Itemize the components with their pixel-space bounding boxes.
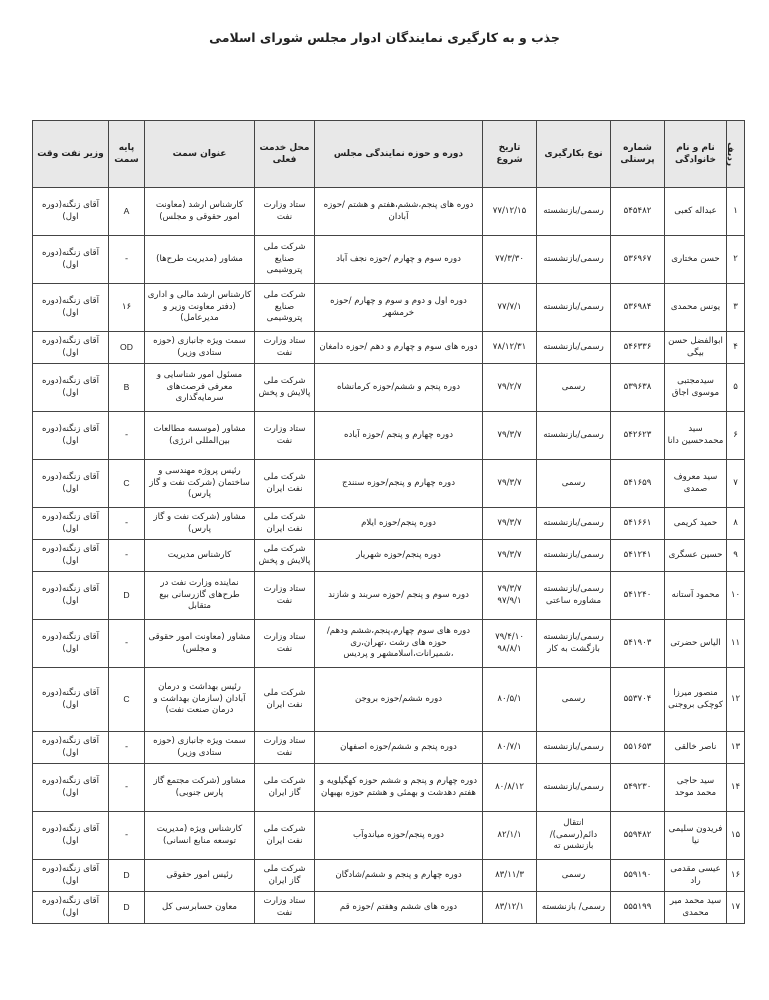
cell-minister: آقای زنگنه(دوره اول) (33, 860, 109, 892)
cell-position: مشاور (موسسه مطالعات بین‌المللی انرژی) (145, 412, 255, 460)
cell-row: ۱۴ (727, 764, 745, 812)
table-row (33, 188, 745, 236)
cell-minister: آقای زنگنه(دوره اول) (33, 732, 109, 764)
cell-grade: - (109, 764, 145, 812)
cell-grade: D (109, 572, 145, 620)
cell-term: دوره های ششم وهفتم /حوزه قم (315, 892, 483, 924)
cell-row: ۱۵ (727, 812, 745, 860)
cell-row: ۱ (727, 188, 745, 236)
cell-personnel: ۵۵۳۷۰۴ (611, 668, 665, 732)
cell-minister: آقای زنگنه(دوره اول) (33, 284, 109, 332)
cell-employment: رسمی/بازنشسته (537, 764, 611, 812)
header-personnel: شماره پرسنلی (611, 121, 665, 188)
cell-minister: آقای زنگنه(دوره اول) (33, 508, 109, 540)
cell-name: حسن مختاری (665, 236, 727, 284)
cell-name: سید حاجی محمد موحد (665, 764, 727, 812)
cell-row: ۱۲ (727, 668, 745, 732)
cell-position: معاون حسابرسی کل (145, 892, 255, 924)
cell-start: ۷۹/۲/۷ (483, 364, 537, 412)
cell-position: کارشناس مدیریت (145, 540, 255, 572)
cell-start: ۷۹/۳/۷ (483, 540, 537, 572)
cell-place: شرکت ملی نفت ایران (255, 460, 315, 508)
cell-term: دوره چهارم و پنجم و ششم/شادگان (315, 860, 483, 892)
cell-place: ستاد وزارت نفت (255, 412, 315, 460)
cell-personnel: ۵۵۹۴۸۲ (611, 812, 665, 860)
cell-personnel: ۵۴۱۹۰۳ (611, 620, 665, 668)
cell-minister: آقای زنگنه(دوره اول) (33, 892, 109, 924)
cell-start: ۸۰/۷/۱ (483, 732, 537, 764)
cell-place: ستاد وزارت نفت (255, 572, 315, 620)
cell-name: عیسی مقدمی راد (665, 860, 727, 892)
cell-grade: - (109, 236, 145, 284)
cell-place: شرکت ملی پالایش و پخش (255, 540, 315, 572)
header-row (33, 121, 745, 188)
cell-name: سید محمد میر محمدی (665, 892, 727, 924)
table-body (33, 188, 745, 924)
cell-name: حسین عسگری (665, 540, 727, 572)
cell-employment: رسمی/بازنشسته (537, 188, 611, 236)
cell-start: ۸۰/۸/۱۲ (483, 764, 537, 812)
representatives-table (32, 120, 745, 924)
cell-personnel: ۵۴۱۶۵۹ (611, 460, 665, 508)
cell-start: ۷۹/۳/۷ (483, 508, 537, 540)
cell-position: مشاور (معاونت امور حقوقی و مجلس) (145, 620, 255, 668)
cell-start: ۷۷/۱۲/۱۵ (483, 188, 537, 236)
cell-term: دوره اول و دوم و سوم و چهارم /حوزه خرمشهر (315, 284, 483, 332)
cell-grade: OD (109, 332, 145, 364)
cell-term: دوره پنجم و ششم/حوزه اصفهان (315, 732, 483, 764)
cell-personnel: ۵۴۱۲۴۱ (611, 540, 665, 572)
cell-name: سیدمجتبی موسوی اجاق (665, 364, 727, 412)
cell-employment: رسمی/بازنشسته مشاوره ساعتی (537, 572, 611, 620)
cell-position: سمت ویژه جانبازی (حوزه ستادی وزیر) (145, 732, 255, 764)
cell-place: ستاد وزارت نفت (255, 332, 315, 364)
header-row-number: ردیف (727, 121, 745, 188)
cell-personnel: ۵۴۵۴۸۲ (611, 188, 665, 236)
cell-row: ۱۱ (727, 620, 745, 668)
table-row (33, 812, 745, 860)
cell-name: ناصر خالقی (665, 732, 727, 764)
cell-personnel: ۵۴۱۲۴۰ (611, 572, 665, 620)
cell-minister: آقای زنگنه(دوره اول) (33, 412, 109, 460)
header-term: دوره و حوزه نمایندگی مجلس (315, 121, 483, 188)
cell-name: منصور میرزا کوچکی بروجنی (665, 668, 727, 732)
cell-row: ۳ (727, 284, 745, 332)
cell-employment: رسمی/بازنشسته (537, 284, 611, 332)
cell-employment: رسمی/بازنشسته (537, 732, 611, 764)
cell-row: ۱۳ (727, 732, 745, 764)
cell-employment: رسمی/بازنشسته (537, 540, 611, 572)
cell-position: مشاور (شرکت مجتمع گاز پارس جنوبی) (145, 764, 255, 812)
cell-employment: رسمی (537, 364, 611, 412)
cell-grade: - (109, 412, 145, 460)
cell-minister: آقای زنگنه(دوره اول) (33, 620, 109, 668)
cell-start: ۷۹/۳/۷ (483, 460, 537, 508)
cell-start: ۷۹/۳/۷ (483, 412, 537, 460)
cell-row: ۸ (727, 508, 745, 540)
cell-grade: - (109, 732, 145, 764)
cell-term: دوره سوم و پنجم /حوزه سربند و شازند (315, 572, 483, 620)
cell-start: ۷۷/۳/۳۰ (483, 236, 537, 284)
header-start: تاریخ شروع (483, 121, 537, 188)
page-title: جذب و به کارگیری نمایندگان ادوار مجلس شورای اسلامی (209, 30, 560, 45)
table-row (33, 764, 745, 812)
table-row (33, 732, 745, 764)
cell-row: ۴ (727, 332, 745, 364)
cell-term: دوره چهارم و پنجم و ششم حوزه کهگیلویه و هفتم دهدشت و بهمئی و هشتم حوزه بهبهان (315, 764, 483, 812)
cell-grade: D (109, 860, 145, 892)
cell-position: رئیس بهداشت و درمان آبادان (سازمان بهداشت و درمان صنعت نفت) (145, 668, 255, 732)
table-row (33, 236, 745, 284)
cell-term: دوره چهارم و پنجم /حوزه آباده (315, 412, 483, 460)
cell-term: دوره پنجم/حوزه ایلام (315, 508, 483, 540)
cell-position: مشاور (شرکت نفت و گاز پارس) (145, 508, 255, 540)
cell-term: دوره سوم و چهارم /حوزه نجف آباد (315, 236, 483, 284)
table-row (33, 364, 745, 412)
cell-row: ۶ (727, 412, 745, 460)
table-row (33, 508, 745, 540)
cell-place: شرکت ملی گاز ایران (255, 860, 315, 892)
cell-start: ۸۳/۱۱/۳ (483, 860, 537, 892)
cell-term: دوره های پنجم،ششم،هفتم و هشتم /حوزه آبادان (315, 188, 483, 236)
header-minister: وزیر نفت وقت (33, 121, 109, 188)
cell-position: رئیس امور حقوقی (145, 860, 255, 892)
cell-row: ۱۰ (727, 572, 745, 620)
cell-row: ۲ (727, 236, 745, 284)
table-row (33, 572, 745, 620)
cell-minister: آقای زنگنه(دوره اول) (33, 460, 109, 508)
cell-position: نماینده وزارت نفت در طرح‌های گازرسانی بیع متقابل (145, 572, 255, 620)
cell-name: یونس محمدی (665, 284, 727, 332)
cell-grade: - (109, 508, 145, 540)
cell-personnel: ۵۴۱۶۶۱ (611, 508, 665, 540)
cell-name: الیاس حضرتی (665, 620, 727, 668)
cell-grade: ۱۶ (109, 284, 145, 332)
cell-employment: رسمی/بازنشسته (537, 332, 611, 364)
cell-place: شرکت ملی پالایش و پخش (255, 364, 315, 412)
cell-personnel: ۵۳۹۶۳۸ (611, 364, 665, 412)
cell-term: دوره پنجم و ششم/حوزه کرمانشاه (315, 364, 483, 412)
cell-minister: آقای زنگنه(دوره اول) (33, 668, 109, 732)
cell-employment: رسمی/بازنشسته (537, 236, 611, 284)
header-name: نام و نام خانوادگی (665, 121, 727, 188)
header-position: عنوان سمت (145, 121, 255, 188)
cell-minister: آقای زنگنه(دوره اول) (33, 364, 109, 412)
cell-position: رئیس پروژه مهندسی و ساختمان (شرکت نفت و گاز پارس) (145, 460, 255, 508)
cell-grade: - (109, 620, 145, 668)
cell-personnel: ۵۳۶۹۸۴ (611, 284, 665, 332)
cell-term: دوره های سوم چهارم،پنجم،ششم ودهم/ حوزه های رشت ،تهران،ری ،شمیرانات،اسلامشهر و پردیس (315, 620, 483, 668)
cell-employment: رسمی/بازنشسته بازگشت به کار (537, 620, 611, 668)
cell-employment: انتقال دائم(رسمی)/بازنشس ته (537, 812, 611, 860)
header-grade: پایه سمت (109, 121, 145, 188)
cell-row: ۵ (727, 364, 745, 412)
cell-row: ۷ (727, 460, 745, 508)
cell-position: مشاور (مدیریت طرح‌ها) (145, 236, 255, 284)
cell-grade: C (109, 668, 145, 732)
cell-term: دوره ششم/حوزه بروجن (315, 668, 483, 732)
cell-employment: رسمی/بازنشسته (537, 508, 611, 540)
cell-place: شرکت ملی نفت ایران (255, 668, 315, 732)
cell-start: ۸۳/۱۲/۱ (483, 892, 537, 924)
cell-personnel: ۵۵۵۱۹۹ (611, 892, 665, 924)
cell-personnel: ۵۵۱۶۵۳ (611, 732, 665, 764)
cell-row: ۹ (727, 540, 745, 572)
cell-name: سید محمدحسین دانا (665, 412, 727, 460)
cell-place: شرکت ملی گاز ایران (255, 764, 315, 812)
cell-term: دوره پنجم/حوزه میاندوآب (315, 812, 483, 860)
cell-grade: A (109, 188, 145, 236)
cell-position: مسئول امور شناسایی و معرفی فرصت‌های سرمایه‌گذاری (145, 364, 255, 412)
cell-name: سید معروف صمدی (665, 460, 727, 508)
cell-minister: آقای زنگنه(دوره اول) (33, 332, 109, 364)
table-row (33, 540, 745, 572)
cell-start: ۷۷/۷/۱ (483, 284, 537, 332)
header-place: محل خدمت فعلی (255, 121, 315, 188)
table-row (33, 892, 745, 924)
cell-personnel: ۵۵۹۱۹۰ (611, 860, 665, 892)
cell-start: ۷۹/۳/۷ ۹۷/۹/۱ (483, 572, 537, 620)
cell-start: ۷۹/۴/۱۰ ۹۸/۸/۱ (483, 620, 537, 668)
cell-grade: - (109, 540, 145, 572)
cell-position: کارشناس ویژه (مدیریت توسعه منابع انسانی) (145, 812, 255, 860)
table-row (33, 668, 745, 732)
cell-name: حمید کریمی (665, 508, 727, 540)
table-row (33, 620, 745, 668)
cell-personnel: ۵۳۶۹۶۷ (611, 236, 665, 284)
cell-term: دوره چهارم و پنجم/حوزه سنندج (315, 460, 483, 508)
cell-term: دوره پنجم/حوزه شهریار (315, 540, 483, 572)
cell-minister: آقای زنگنه(دوره اول) (33, 236, 109, 284)
cell-personnel: ۵۴۲۶۲۳ (611, 412, 665, 460)
table-row (33, 332, 745, 364)
cell-employment: رسمی (537, 668, 611, 732)
cell-employment: رسمی (537, 460, 611, 508)
cell-personnel: ۵۴۹۲۳۰ (611, 764, 665, 812)
cell-name: محمود آستانه (665, 572, 727, 620)
cell-personnel: ۵۴۶۳۳۶ (611, 332, 665, 364)
cell-start: ۷۸/۱۲/۳۱ (483, 332, 537, 364)
table-row (33, 412, 745, 460)
header-employment: نوع بکارگیری (537, 121, 611, 188)
cell-position: کارشناس ارشد مالی و اداری (دفتر معاونت وزیر و مدیرعامل) (145, 284, 255, 332)
cell-start: ۸۲/۱/۱ (483, 812, 537, 860)
cell-grade: D (109, 892, 145, 924)
table-row (33, 860, 745, 892)
cell-row: ۱۷ (727, 892, 745, 924)
cell-place: شرکت ملی نفت ایران (255, 508, 315, 540)
table-row (33, 460, 745, 508)
cell-place: ستاد وزارت نفت (255, 188, 315, 236)
cell-minister: آقای زنگنه(دوره اول) (33, 812, 109, 860)
cell-minister: آقای زنگنه(دوره اول) (33, 764, 109, 812)
cell-place: شرکت ملی صنایع پتروشیمی (255, 236, 315, 284)
table-row (33, 284, 745, 332)
cell-minister: آقای زنگنه(دوره اول) (33, 572, 109, 620)
cell-name: عبداله کعبی (665, 188, 727, 236)
cell-start: ۸۰/۵/۱ (483, 668, 537, 732)
cell-place: شرکت ملی نفت ایران (255, 812, 315, 860)
cell-name: فریدون سلیمی نیا (665, 812, 727, 860)
cell-position: سمت ویژه جانبازی (حوزه ستادی وزیر) (145, 332, 255, 364)
cell-position: کارشناس ارشد (معاونت امور حقوقی و مجلس) (145, 188, 255, 236)
cell-place: ستاد وزارت نفت (255, 732, 315, 764)
cell-employment: رسمی/ بازنشسته (537, 892, 611, 924)
cell-grade: B (109, 364, 145, 412)
cell-employment: رسمی/بازنشسته (537, 412, 611, 460)
cell-row: ۱۶ (727, 860, 745, 892)
cell-grade: C (109, 460, 145, 508)
cell-minister: آقای زنگنه(دوره اول) (33, 188, 109, 236)
cell-minister: آقای زنگنه(دوره اول) (33, 540, 109, 572)
cell-place: شرکت ملی صنایع پتروشیمی (255, 284, 315, 332)
cell-employment: رسمی (537, 860, 611, 892)
cell-grade: - (109, 812, 145, 860)
cell-place: ستاد وزارت نفت (255, 892, 315, 924)
cell-name: ابوالفضل حسن بیگی (665, 332, 727, 364)
cell-place: ستاد وزارت نفت (255, 620, 315, 668)
cell-term: دوره های سوم و چهارم و دهم /حوزه دامغان (315, 332, 483, 364)
